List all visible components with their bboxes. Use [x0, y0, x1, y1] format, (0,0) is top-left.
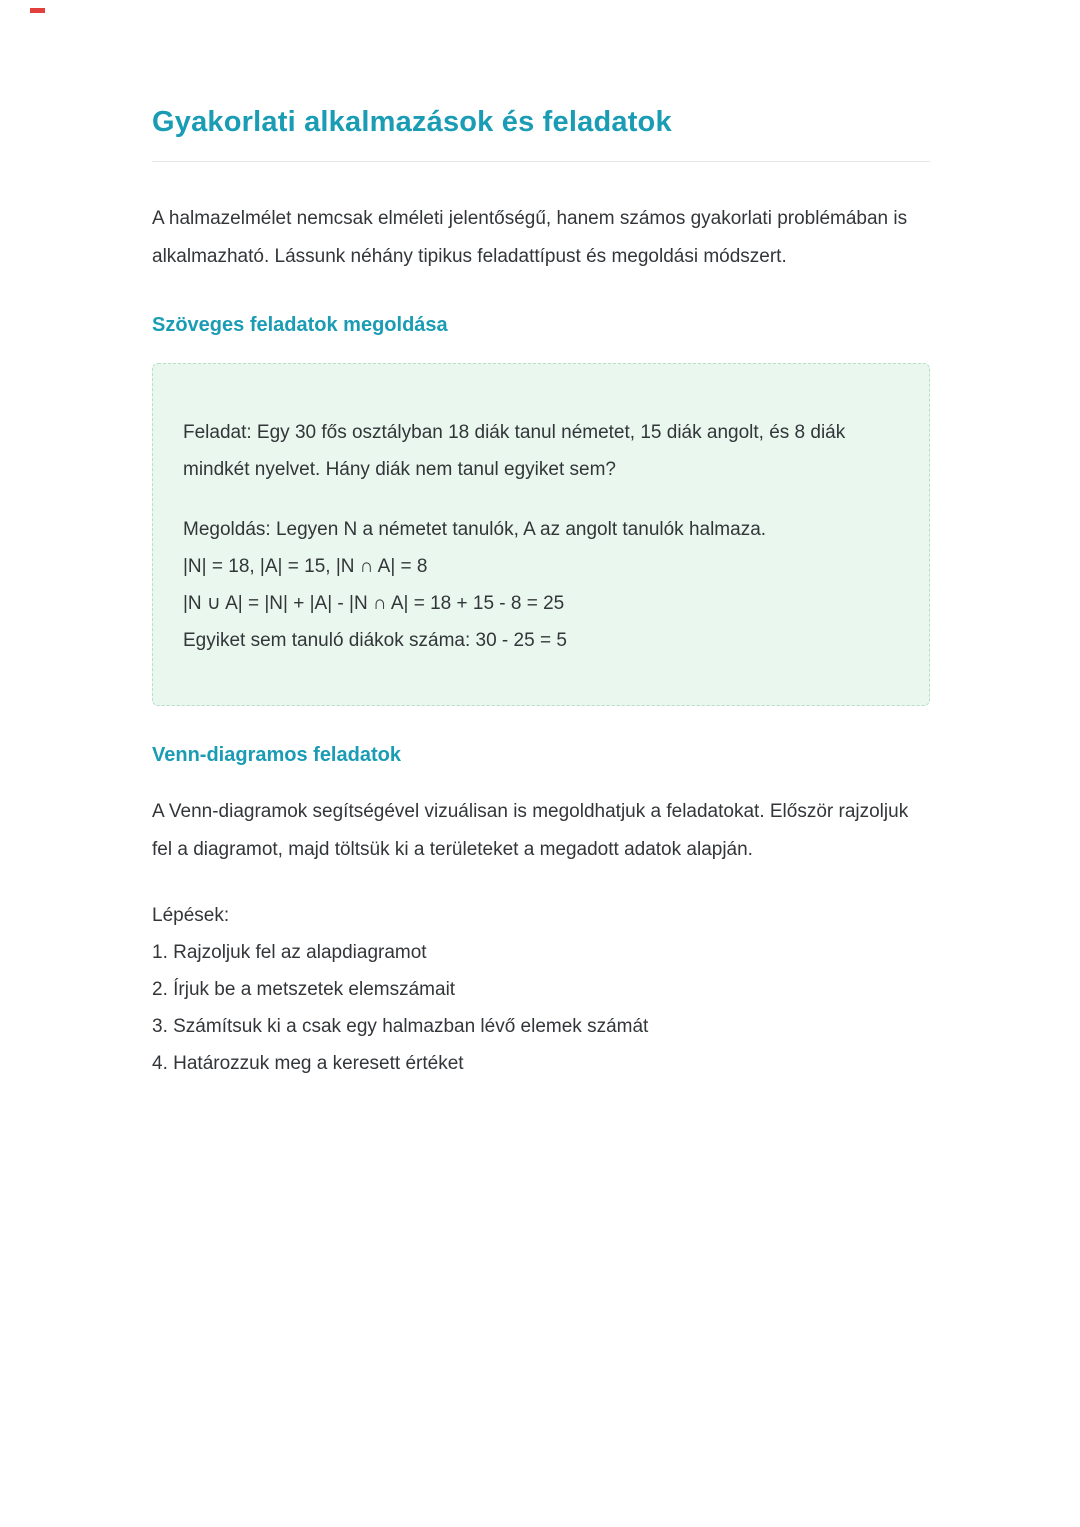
solution-line-1: Megoldás: Legyen N a németet tanulók, A az angolt tanulók halmaza.	[183, 519, 767, 540]
section-heading-szoveges-feladatok: Szöveges feladatok megoldása	[152, 314, 448, 336]
steps-label: Lépések:	[152, 905, 230, 926]
step-item-4: 4. Határozzuk meg a keresett értéket	[152, 1053, 464, 1074]
document-page	[152, 106, 930, 1082]
title-divider	[152, 161, 930, 162]
step-item-2: 2. Írjuk be a metszetek elemszámait	[152, 979, 456, 1000]
page-title: Gyakorlati alkalmazások és feladatok	[152, 106, 672, 138]
steps-list	[152, 934, 930, 1082]
step-item-3: 3. Számítsuk ki a csak egy halmazban lévő elemek számát	[152, 1016, 649, 1037]
task-box	[152, 363, 930, 706]
step-item-1: 1. Rajzoljuk fel az alapdiagramot	[152, 942, 427, 963]
intro-paragraph: A halmazelmélet nemcsak elméleti jelentőségű, hanem számos gyakorlati problémában is alkalmazható. Lássunk néhány tipikus feladattípust és megoldási módszert.	[152, 208, 908, 267]
section-heading-venn-diagramos: Venn-diagramos feladatok	[152, 744, 401, 766]
red-corner-mark	[30, 8, 45, 13]
solution-line-3: |N ∪ A| = |N| + |A| - |N ∩ A| = 18 + 15 - 8 = 25	[183, 593, 565, 614]
solution-line-2: |N| = 18, |A| = 15, |N ∩ A| = 8	[183, 556, 428, 577]
venn-paragraph: A Venn-diagramok segítségével vizuálisan is megoldhatjuk a feladatokat. Először rajzoljuk fel a diagramot, majd töltsük ki a területeket a megadott adatok alapján.	[152, 801, 909, 860]
task-statement: Feladat: Egy 30 fős osztályban 18 diák tanul németet, 15 diák angolt, és 8 diák mindkét nyelvet. Hány diák nem tanul egyiket sem?	[183, 422, 846, 480]
task-solution	[183, 511, 899, 659]
solution-line-4: Egyiket sem tanuló diákok száma: 30 - 25 = 5	[183, 630, 567, 651]
